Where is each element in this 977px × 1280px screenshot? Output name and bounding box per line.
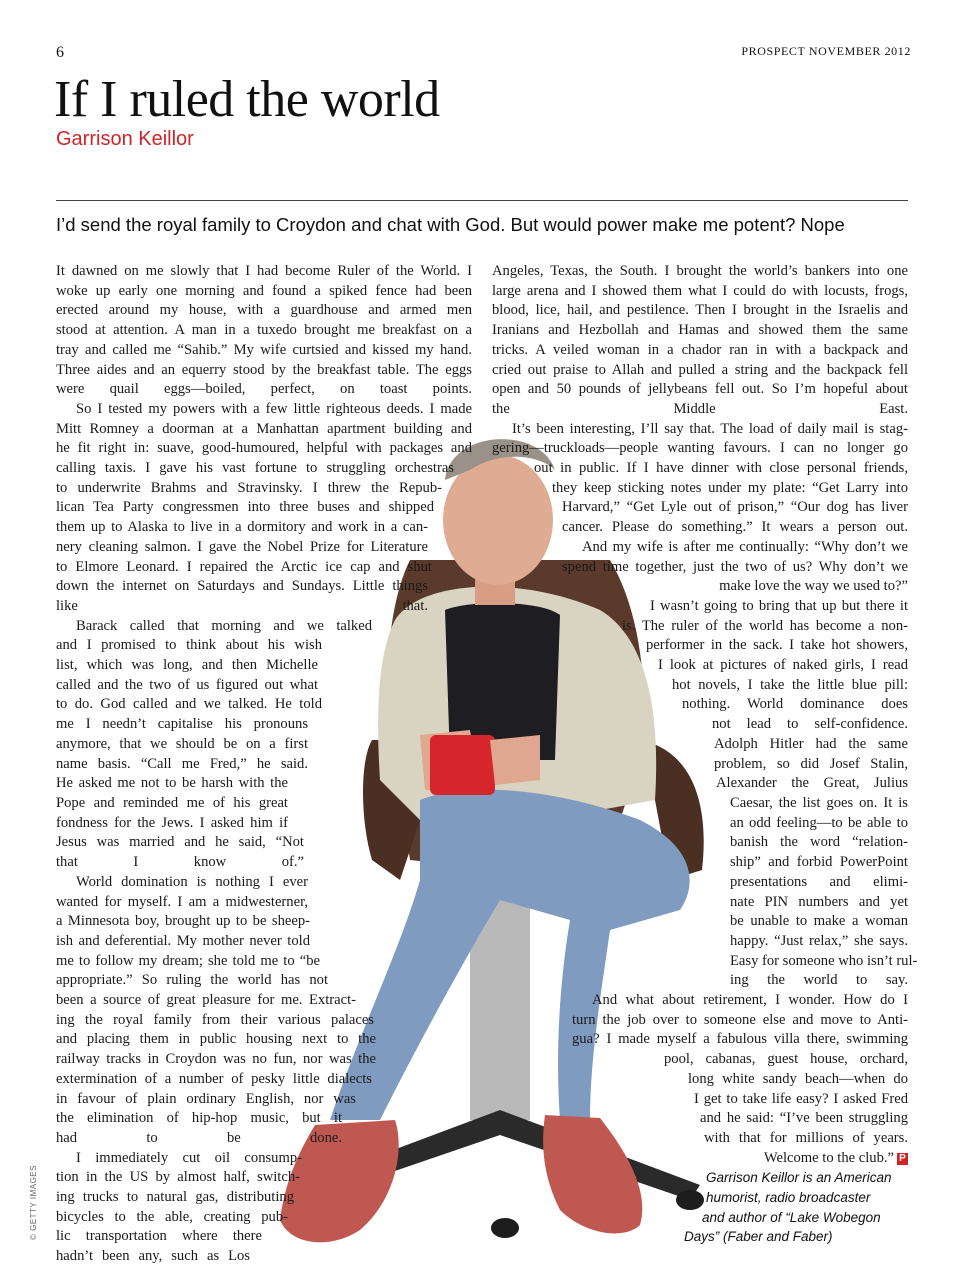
article-line: and I promised to think about his wish	[56, 637, 322, 654]
article-line: ing the world to say.	[730, 972, 908, 989]
article-line: performer in the sack. I take hot showers,	[646, 637, 908, 654]
article-line: ing the royal family from their various palaces	[56, 1011, 374, 1028]
article-line: them up to Alaska to live in a dormitory and work in a can-	[56, 519, 428, 536]
article-line: woke up early one morning and found a spiked fence had been	[56, 282, 472, 299]
article-line: wanted for myself. I am a midwesterner,	[56, 893, 308, 910]
article-line: bicycles to the able, creating pub-	[56, 1208, 288, 1225]
article-line: tray and called me “Sahib.” My wife curtsied and kissed my hand.	[56, 341, 472, 358]
article-line: nery cleaning salmon. I gave the Nobel Prize for Literature	[56, 538, 428, 555]
article-line: hadn’t been any, such as Los	[56, 1248, 250, 1265]
article-line: that I know of.”	[56, 854, 304, 871]
article-line: open and 50 pounds of jellybeans fell out. So I’m hopeful about	[492, 381, 908, 398]
article-line: gua? I made myself a fabulous villa there, swimming	[572, 1031, 908, 1048]
article-line: blood, lice, hail, and pestilence. Then I brought in the Israelis and	[492, 302, 908, 319]
article-line: cried out praise to Allah and pulled a string and the backpack fell	[492, 361, 908, 378]
article-line: down the internet on Saturdays and Sundays. Little things	[56, 578, 428, 595]
article-line: he fit right in: suave, good-humoured, helpful with packages and	[56, 440, 472, 457]
article-line: large arena and I showed them what I could do with locusts, frogs,	[492, 282, 908, 299]
article-line: pool, cabanas, guest house, orchard,	[664, 1051, 908, 1068]
article-line: they keep sticking notes under my plate: “Get Larry into	[552, 479, 908, 496]
photo-credit: © GETTY IMAGES	[29, 1165, 38, 1240]
article-line: is. The ruler of the world has become a non-	[622, 617, 908, 634]
article-line: presentations and elimi-	[730, 873, 908, 890]
article-line: World domination is nothing I ever	[76, 873, 308, 890]
article-line: Iranians and Hezbollah and Hamas and showed them the same	[492, 322, 908, 339]
article-line: calling taxis. I gave his vast fortune to struggling orchestras	[56, 460, 454, 477]
article-line: Three aides and an equerry stood by the breakfast table. The eggs	[56, 361, 472, 378]
article-line: ing trucks to natural gas, distributing	[56, 1189, 294, 1206]
article-line: I look at pictures of naked girls, I read	[658, 657, 908, 674]
article-line: called and the two of us figured out what	[56, 676, 318, 693]
article-line: erected around my house, with a guardhouse and armed men	[56, 302, 472, 319]
article-line: Harvard,” “Get Lyle out of prison,” “Our dog has liver	[562, 499, 908, 516]
standfirst: I’d send the royal family to Croydon and chat with God. But would power make me potent? Nope	[56, 214, 845, 235]
author-bio: and author of “Lake Wobegon	[702, 1209, 881, 1225]
article-line: me to follow my dream; she told me to “be	[56, 952, 320, 969]
article-line: lican Tea Party congressmen into three buses and shipped	[56, 499, 434, 516]
article-line: I get to take life easy? I asked Fred	[694, 1090, 908, 1107]
article-line: with that for millions of years.	[704, 1129, 908, 1146]
article-line: in favour of plain ordinary English, nor was	[56, 1090, 356, 1107]
article-line: tion in the US by almost half, switch-	[56, 1169, 300, 1186]
article-line: ish and deferential. My mother never told	[56, 932, 310, 949]
article-line: problem, so did Josef Stalin,	[714, 755, 908, 772]
article-line: Easy for someone who isn’t rul-	[730, 952, 918, 969]
author-bio: humorist, radio broadcaster	[706, 1190, 871, 1206]
article-line: Jesus was married and he said, “Not	[56, 834, 304, 851]
article-line: list, which was long, and then Michelle	[56, 657, 318, 674]
article-line: hot novels, I take the little blue pill:	[672, 676, 908, 693]
article-line: were quail eggs—boiled, perfect, on toast points.	[56, 381, 472, 398]
article-line: to underwrite Brahms and Stravinsky. I threw the Repub-	[56, 479, 442, 496]
article-line: to Elmore Leonard. I repaired the Arctic ice cap and shut	[56, 558, 432, 575]
article-line: So I tested my powers with a few little righteous deeds. I made	[76, 400, 472, 417]
article-line: be unable to make a woman	[730, 913, 908, 930]
article-line: Alexander the Great, Julius	[716, 775, 908, 792]
author-bio: Days” (Faber and Faber)	[684, 1229, 833, 1245]
article-line: the elimination of hip-hop music, but it	[56, 1110, 342, 1127]
article-line: me I needn’t capitalise his pronouns	[56, 716, 308, 733]
article-column-right	[492, 262, 918, 1247]
article-line: long white sandy beach—when do	[688, 1070, 908, 1087]
article-line: been a source of great pleasure for me. Extract-	[56, 992, 356, 1009]
article-line: appropriate.” So ruling the world has not	[56, 972, 328, 989]
article-line: I immediately cut oil consump-	[76, 1149, 302, 1166]
article-line: Pope and reminded me of his great	[56, 794, 288, 811]
article-line: like that.	[56, 597, 428, 614]
author-bio: Garrison Keillor is an American	[706, 1170, 892, 1186]
article-line: Barack called that morning and we talked	[76, 617, 372, 634]
article-title: If I ruled the world	[54, 71, 440, 128]
article-line: turn the job over to someone else and move to Anti-	[572, 1011, 908, 1028]
article-column-left	[56, 262, 472, 1267]
article-line: ship” and forbid PowerPoint	[730, 854, 908, 871]
article-line: make love the way we used to?”	[719, 578, 908, 595]
article-line: to do. God called and we talked. He told	[56, 696, 322, 713]
article-line: extermination of a number of pesky little dialects	[56, 1070, 372, 1087]
article-line: And my wife is after me continually: “Why don’t we	[582, 538, 908, 555]
article-line: spend time together, just the two of us? Why don’t we	[562, 558, 908, 575]
article-line: stood at attention. A man in a tuxedo brought me breakfast on a	[56, 322, 472, 339]
article-line: tricks. A veiled woman in a chador ran in with a backpack and	[492, 341, 908, 358]
article-line: lic transportation where there	[56, 1228, 262, 1245]
article-line: out in public. If I have dinner with close personal friends,	[534, 460, 908, 477]
article-line: the Middle East.	[492, 400, 908, 417]
article-line: anymore, that we should be on a first	[56, 735, 308, 752]
article-line: It’s been interesting, I’ll say that. The load of daily mail is stag-	[512, 420, 908, 437]
page-number: 6	[56, 44, 64, 61]
article-line: nate PIN numbers and yet	[730, 893, 908, 910]
article-line: Angeles, Texas, the South. I brought the world’s bankers into one	[492, 263, 908, 279]
article-line: I wasn’t going to bring that up but there it	[650, 597, 908, 614]
article-line: cancer. Please do something.” It wears a person out.	[562, 519, 908, 536]
article-line: Caesar, the list goes on. It is	[730, 794, 908, 811]
article-line: Mitt Romney a doorman at a Manhattan apartment building and	[56, 420, 472, 437]
article-line: and placing them in public housing next to the	[56, 1031, 376, 1048]
article-line: banish the word “relation-	[730, 834, 908, 851]
article-line: had to be done.	[56, 1129, 342, 1146]
author-byline: Garrison Keillor	[56, 128, 194, 150]
article-line: happy. “Just relax,” she says.	[730, 932, 908, 949]
article-line: fondness for the Jews. I asked him if	[56, 814, 288, 831]
article-line: gering—truckloads—people wanting favours. I can no longer go	[492, 440, 908, 457]
article-line: nothing. World dominance does	[682, 696, 908, 713]
article-line: an odd feeling—to be able to	[730, 814, 908, 831]
issue-folio: PROSPECT NOVEMBER 2012	[741, 44, 911, 58]
article-line: a Minnesota boy, brought up to be sheep-	[56, 913, 310, 930]
article-line: railway tracks in Croydon was no fun, nor was the	[56, 1051, 376, 1068]
article-line: Welcome to the club.” P	[710, 1149, 908, 1169]
article-line: and he said: “I’ve been struggling	[700, 1110, 908, 1127]
article-line: He asked me not to be harsh with the	[56, 775, 288, 792]
article-line: And what about retirement, I wonder. How do I	[592, 992, 908, 1009]
end-mark-icon: P	[897, 1153, 908, 1165]
article-line: name basis. “Call me Fred,” he said.	[56, 755, 308, 772]
article-line: Adolph Hitler had the same	[714, 735, 908, 752]
article-line: not lead to self-confidence.	[712, 716, 908, 733]
article-line: It dawned on me slowly that I had become Ruler of the World. I	[56, 263, 472, 279]
